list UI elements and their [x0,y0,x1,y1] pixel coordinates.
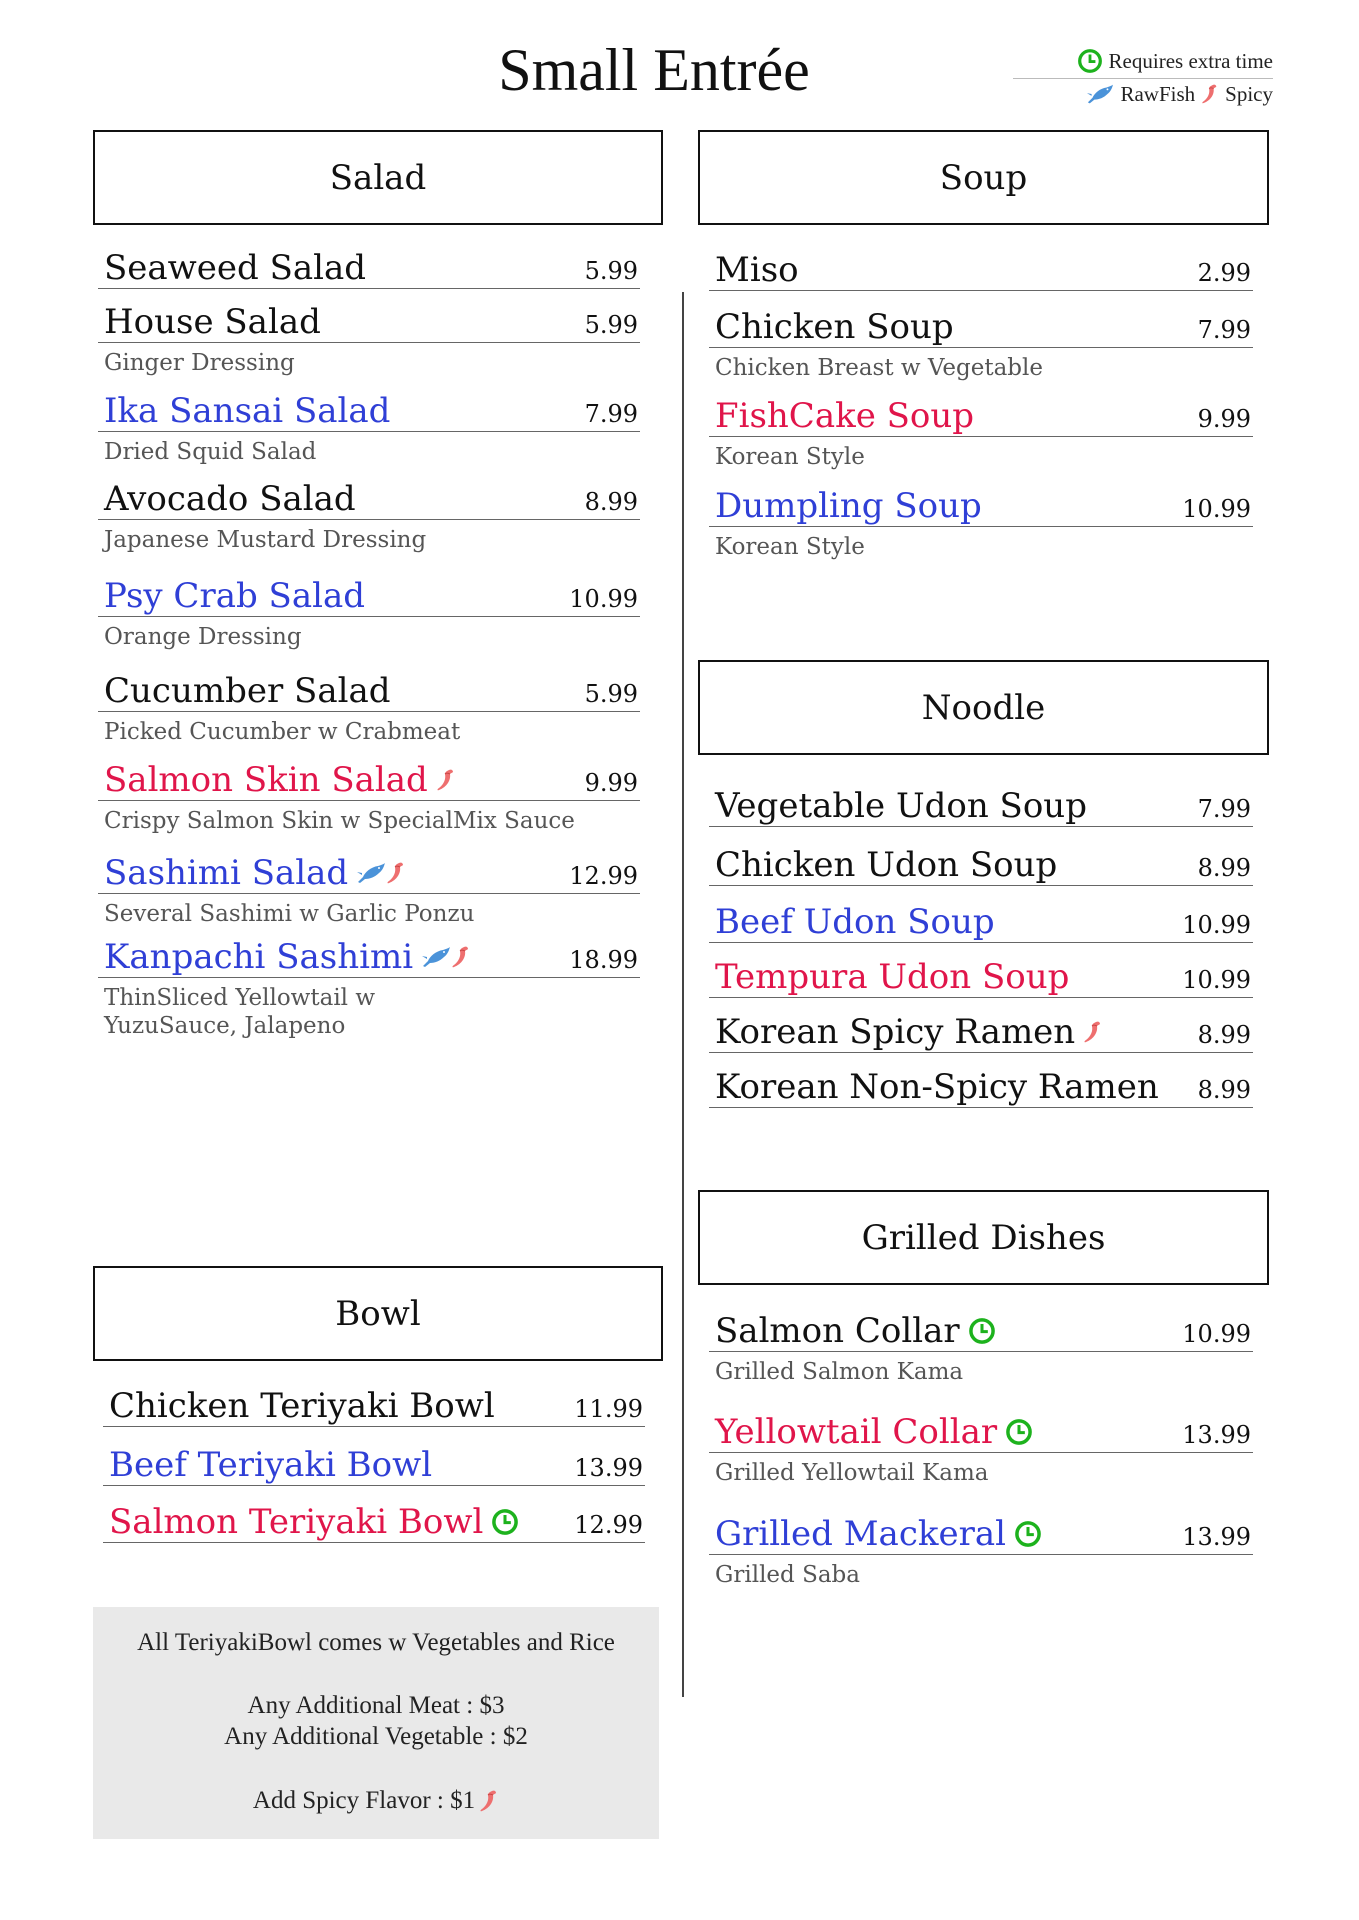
bowl-note-line3: Any Additional Vegetable : $2 [224,1723,528,1750]
menu-item-row [709,1067,1253,1108]
menu-item-row [98,248,640,289]
menu-item-name-group [109,1445,432,1485]
menu-item-description: Grilled Salmon Kama [715,1359,964,1385]
menu-item [709,786,1253,827]
menu-item-description: Dried Squid Salad [104,439,317,465]
menu-item-price: 8.99 [1197,1076,1251,1104]
legend-extra-time [1013,46,1273,79]
menu-item-row [98,302,640,343]
menu-item-name: House Salad [104,302,321,342]
soup-header: Soup [698,130,1269,225]
menu-item-description: Picked Cucumber w Crabmeat [104,719,461,745]
menu-item-price: 10.99 [1182,966,1251,994]
menu-item-name: Salmon Teriyaki Bowl [109,1502,484,1542]
menu-item-row [98,576,640,617]
menu-item-name: Avocado Salad [104,479,356,519]
menu-item-price: 8.99 [1197,854,1251,882]
menu-item-row [709,1412,1253,1453]
menu-item-price: 9.99 [1197,405,1251,433]
menu-item-price: 8.99 [584,488,638,516]
menu-item-price: 7.99 [1197,316,1251,344]
menu-item [709,957,1253,998]
menu-item-price: 5.99 [584,257,638,285]
raw-fish-icon [421,945,451,969]
menu-item-description: Korean Style [715,534,865,560]
menu-item-name-group [715,786,1087,826]
menu-item-name-group [109,1502,519,1542]
menu-item-row [103,1386,645,1427]
menu-item-name-group [104,479,356,519]
menu-item-description: Chicken Breast w Vegetable [715,355,1043,381]
menu-item [709,307,1253,382]
menu-item-name: Tempura Udon Soup [715,957,1070,997]
menu-item-name: Ika Sansai Salad [104,391,391,431]
menu-item-price: 11.99 [574,1395,643,1423]
menu-item-name: Sashimi Salad [104,853,349,893]
menu-item-name: Korean Non-Spicy Ramen [715,1067,1159,1107]
menu-item [709,1012,1253,1053]
menu-item-price: 8.99 [1197,1021,1251,1049]
menu-item-name-group [715,957,1069,997]
spicy-icon [386,860,406,886]
menu-item-name-group [104,391,390,431]
menu-item-name-group [715,1012,1103,1052]
menu-item [98,760,640,835]
bowl-note-box [93,1607,659,1839]
menu-item-row [709,1514,1253,1555]
column-divider [682,292,684,1697]
menu-item-name: Chicken Soup [715,307,954,347]
menu-item [709,1311,1253,1386]
spicy-icon [436,767,456,793]
menu-item-price: 5.99 [584,680,638,708]
menu-item-price: 7.99 [584,400,638,428]
menu-item-price: 12.99 [569,862,638,890]
menu-item-name-group [104,937,471,977]
menu-item [709,396,1253,471]
menu-item-name-group [715,1412,1033,1452]
menu-item-name-group [104,760,456,800]
menu-item-description: Japanese Mustard Dressing [104,527,427,553]
spicy-icon [1083,1019,1103,1045]
menu-item [709,1412,1253,1487]
menu-item-price: 13.99 [1182,1523,1251,1551]
menu-item-name: Korean Spicy Ramen [715,1012,1076,1052]
menu-item-price: 10.99 [1182,1320,1251,1348]
menu-item-row [709,486,1253,527]
menu-item-description: Several Sashimi w Garlic Ponzu [104,901,475,927]
menu-item [709,250,1253,291]
menu-item-price: 2.99 [1197,259,1251,287]
icon-legend [1013,46,1273,109]
menu-item-row [98,937,640,978]
menu-item-name-group [715,845,1057,885]
menu-item-price: 10.99 [1182,495,1251,523]
legend-raw-fish-label: RawFish [1120,82,1196,106]
menu-item-name: Chicken Udon Soup [715,845,1058,885]
menu-item-description: Grilled Saba [715,1562,860,1588]
menu-item [709,486,1253,561]
menu-item-name: Vegetable Udon Soup [715,786,1087,826]
raw-fish-icon [1086,83,1114,105]
spicy-icon [451,944,471,970]
menu-item-row [709,786,1253,827]
menu-item-description: Korean Style [715,444,865,470]
spicy-icon [1201,83,1219,105]
menu-item-name-group [715,902,995,942]
menu-item-name: Dumpling Soup [715,486,982,526]
menu-item-name: Miso [715,250,799,290]
grilled-header: Grilled Dishes [698,1190,1269,1285]
clock-icon [1014,1520,1042,1548]
menu-item-name-group [715,486,982,526]
salad-header: Salad [93,130,663,225]
menu-item-row [709,1012,1253,1053]
menu-item [98,576,640,651]
menu-item-price: 10.99 [569,585,638,613]
legend-extra-time-label: Requires extra time [1108,49,1273,73]
bowl-note-line4-row [93,1787,659,1815]
menu-item-price: 7.99 [1197,795,1251,823]
menu-item [98,671,640,746]
menu-item-name: Seaweed Salad [104,248,367,288]
menu-item-name: Beef Teriyaki Bowl [109,1445,433,1485]
menu-item-name-group [104,302,321,342]
menu-item-row [709,250,1253,291]
menu-item-name-group [715,250,799,290]
menu-item-row [103,1445,645,1486]
menu-item [98,479,640,554]
menu-item-name: Beef Udon Soup [715,902,995,942]
menu-item-description: Crispy Salmon Skin w SpecialMix Sauce [104,808,575,834]
raw-fish-icon [356,861,386,885]
menu-item [709,1067,1253,1108]
menu-item-row [709,845,1253,886]
page-title: Small Entrée [498,37,810,103]
menu-item-name: Salmon Collar [715,1311,960,1351]
menu-item-name-group [715,1514,1042,1554]
menu-item-row [709,957,1253,998]
menu-item-name: Kanpachi Sashimi [104,937,414,977]
menu-item-description: Grilled Yellowtail Kama [715,1460,989,1486]
menu-item-row [103,1502,645,1543]
menu-item-name: Yellowtail Collar [715,1412,998,1452]
menu-item-row [709,1311,1253,1352]
menu-item-description: Ginger Dressing [104,350,295,376]
menu-item-name-group [715,307,954,347]
menu-item-name: Psy Crab Salad [104,576,366,616]
menu-item-price: 5.99 [584,311,638,339]
menu-item-name-group [104,671,391,711]
noodle-header: Noodle [698,660,1269,755]
menu-item [98,248,640,289]
menu-item-name: Cucumber Salad [104,671,391,711]
menu-item-name-group [104,248,366,288]
menu-item [98,937,640,1040]
menu-item-name-group [104,576,365,616]
menu-item [103,1502,645,1543]
menu-item-price: 12.99 [574,1511,643,1539]
menu-item-name-group [109,1386,495,1426]
menu-item-name: Chicken Teriyaki Bowl [109,1386,495,1426]
menu-item-description: ThinSliced Yellowtail w YuzuSauce, Jalapeno [104,985,376,1039]
menu-item-row [709,902,1253,943]
menu-item-description: Orange Dressing [104,624,302,650]
menu-item [98,853,640,928]
menu-item-name: Grilled Mackeral [715,1514,1006,1554]
menu-item-name: Salmon Skin Salad [104,760,428,800]
menu-item [98,391,640,466]
menu-item [709,1514,1253,1589]
menu-item [98,302,640,377]
menu-item-price: 13.99 [574,1454,643,1482]
clock-icon [1005,1418,1033,1446]
menu-item-name-group [715,1067,1159,1107]
legend-raw-spicy [1013,79,1273,109]
menu-item-price: 13.99 [1182,1421,1251,1449]
menu-item-price: 9.99 [584,769,638,797]
menu-item-name-group [715,1311,996,1351]
menu-item-row [98,671,640,712]
bowl-note-line1: All TeriyakiBowl comes w Vegetables and Rice [137,1629,615,1656]
menu-item-row [98,479,640,520]
spicy-icon [479,1789,499,1813]
menu-item-row [98,853,640,894]
menu-item-name-group [104,853,406,893]
menu-item-row [709,396,1253,437]
menu-item-name: FishCake Soup [715,396,975,436]
clock-icon [491,1508,519,1536]
legend-spicy-label: Spicy [1225,82,1273,106]
bowl-note-line4: Add Spicy Flavor : $1 [252,1787,476,1814]
menu-item-name-group [715,396,974,436]
menu-item [103,1445,645,1486]
menu-item [709,902,1253,943]
menu-item-price: 18.99 [569,946,638,974]
clock-icon [1077,48,1103,74]
menu-item [709,845,1253,886]
menu-item-row [98,391,640,432]
bowl-header: Bowl [93,1266,663,1361]
menu-item-price: 10.99 [1182,911,1251,939]
bowl-note-line2: Any Additional Meat : $3 [247,1692,505,1719]
menu-item-row [709,307,1253,348]
clock-icon [968,1317,996,1345]
menu-item [103,1386,645,1427]
menu-item-row [98,760,640,801]
